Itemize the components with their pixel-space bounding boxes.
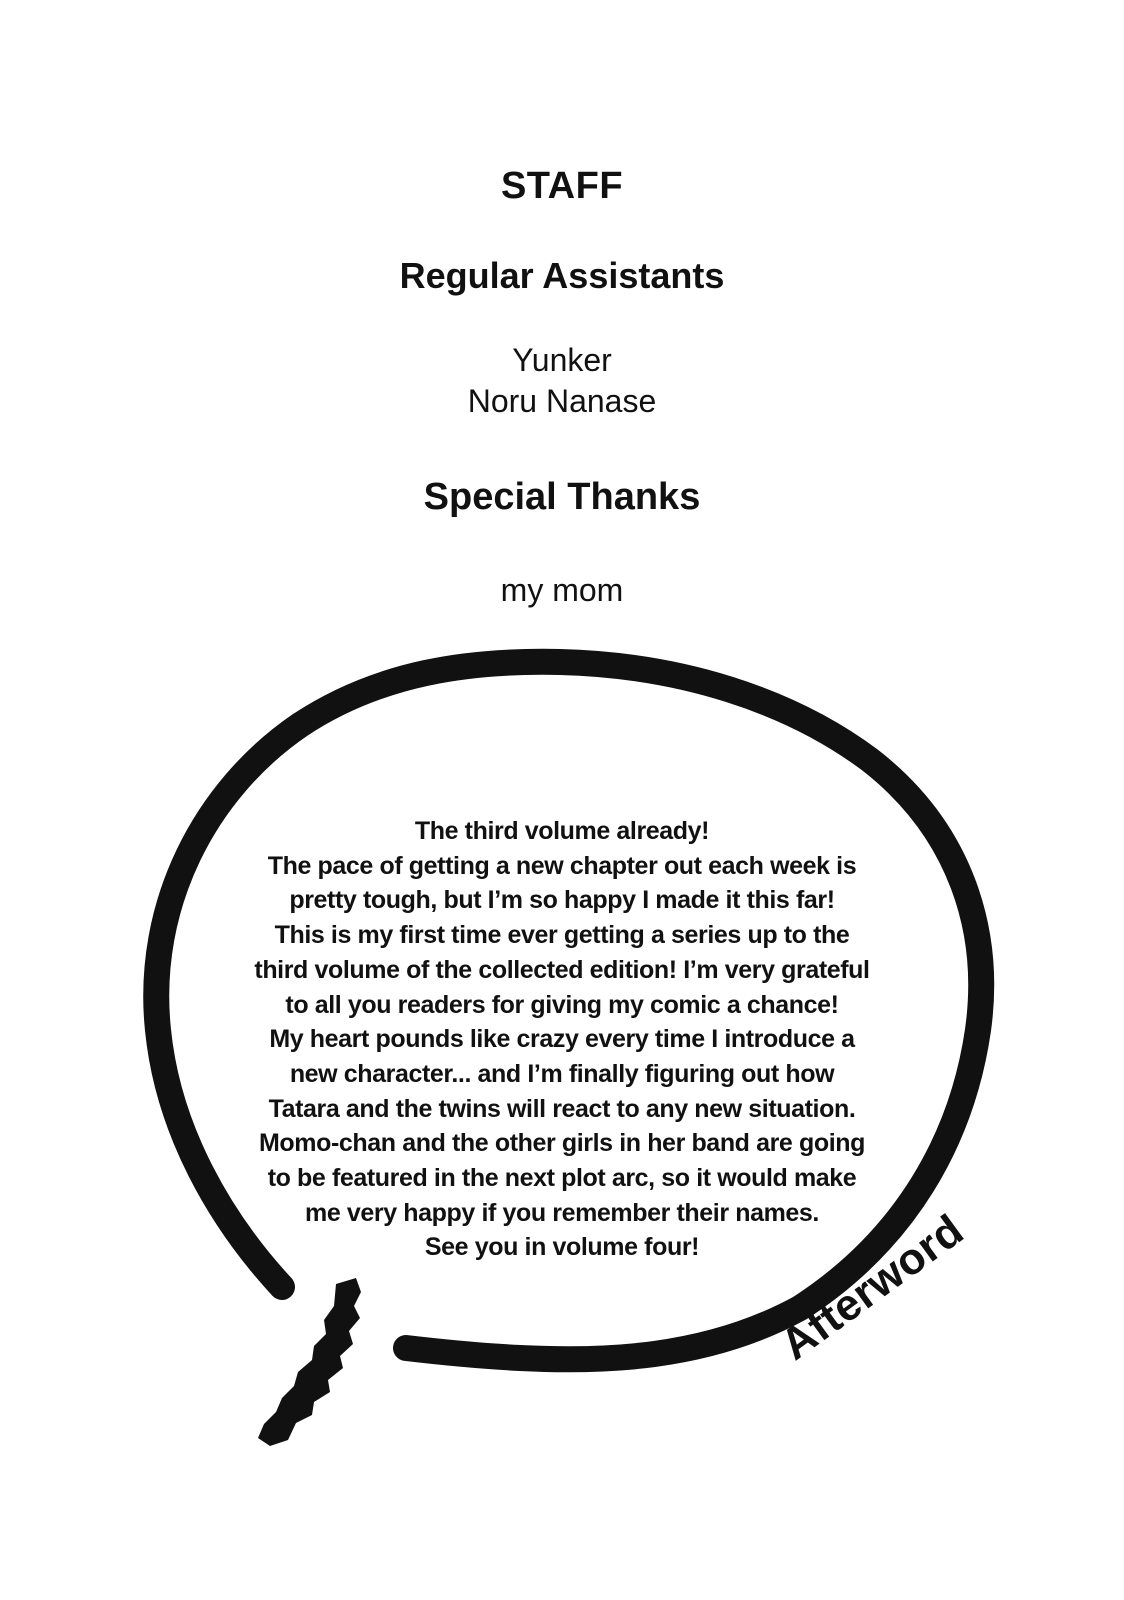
afterword-line: This is my first time ever getting a series up to the	[274, 921, 850, 950]
bubble-tail	[258, 1278, 361, 1446]
thanks-name: my mom	[500, 572, 624, 608]
afterword-line: Tatara and the twins will react to any new situation.	[268, 1094, 856, 1123]
afterword-line: to all you readers for giving my comic a chance!	[285, 990, 839, 1019]
afterword-line: The third volume already!	[414, 817, 710, 845]
assistant-name: Noru Nanase	[467, 383, 657, 419]
afterword-line: third volume of the collected edition! I’m very grateful	[254, 955, 870, 984]
regular-assistants-heading: Regular Assistants	[399, 255, 725, 296]
afterword-label: Afterword	[772, 1205, 973, 1370]
special-thanks-heading: Special Thanks	[423, 476, 701, 518]
afterword-line: See you in volume four!	[424, 1233, 700, 1262]
afterword-line: new character... and I’m finally figuring out how	[289, 1059, 835, 1088]
afterword-message	[200, 814, 924, 1265]
afterword-line: The pace of getting a new chapter out each week is	[267, 851, 857, 880]
afterword-line: pretty tough, but I’m so happy I made it this far!	[289, 886, 835, 915]
staff-title: STAFF	[500, 165, 624, 207]
afterword-line: My heart pounds like crazy every time I introduce a	[269, 1025, 855, 1054]
afterword-line: me very happy if you remember their names.	[305, 1198, 819, 1227]
assistant-name: Yunker	[512, 342, 612, 378]
afterword-line: to be featured in the next plot arc, so it would make	[267, 1164, 857, 1193]
afterword-line: Momo-chan and the other girls in her band are going	[258, 1129, 866, 1158]
